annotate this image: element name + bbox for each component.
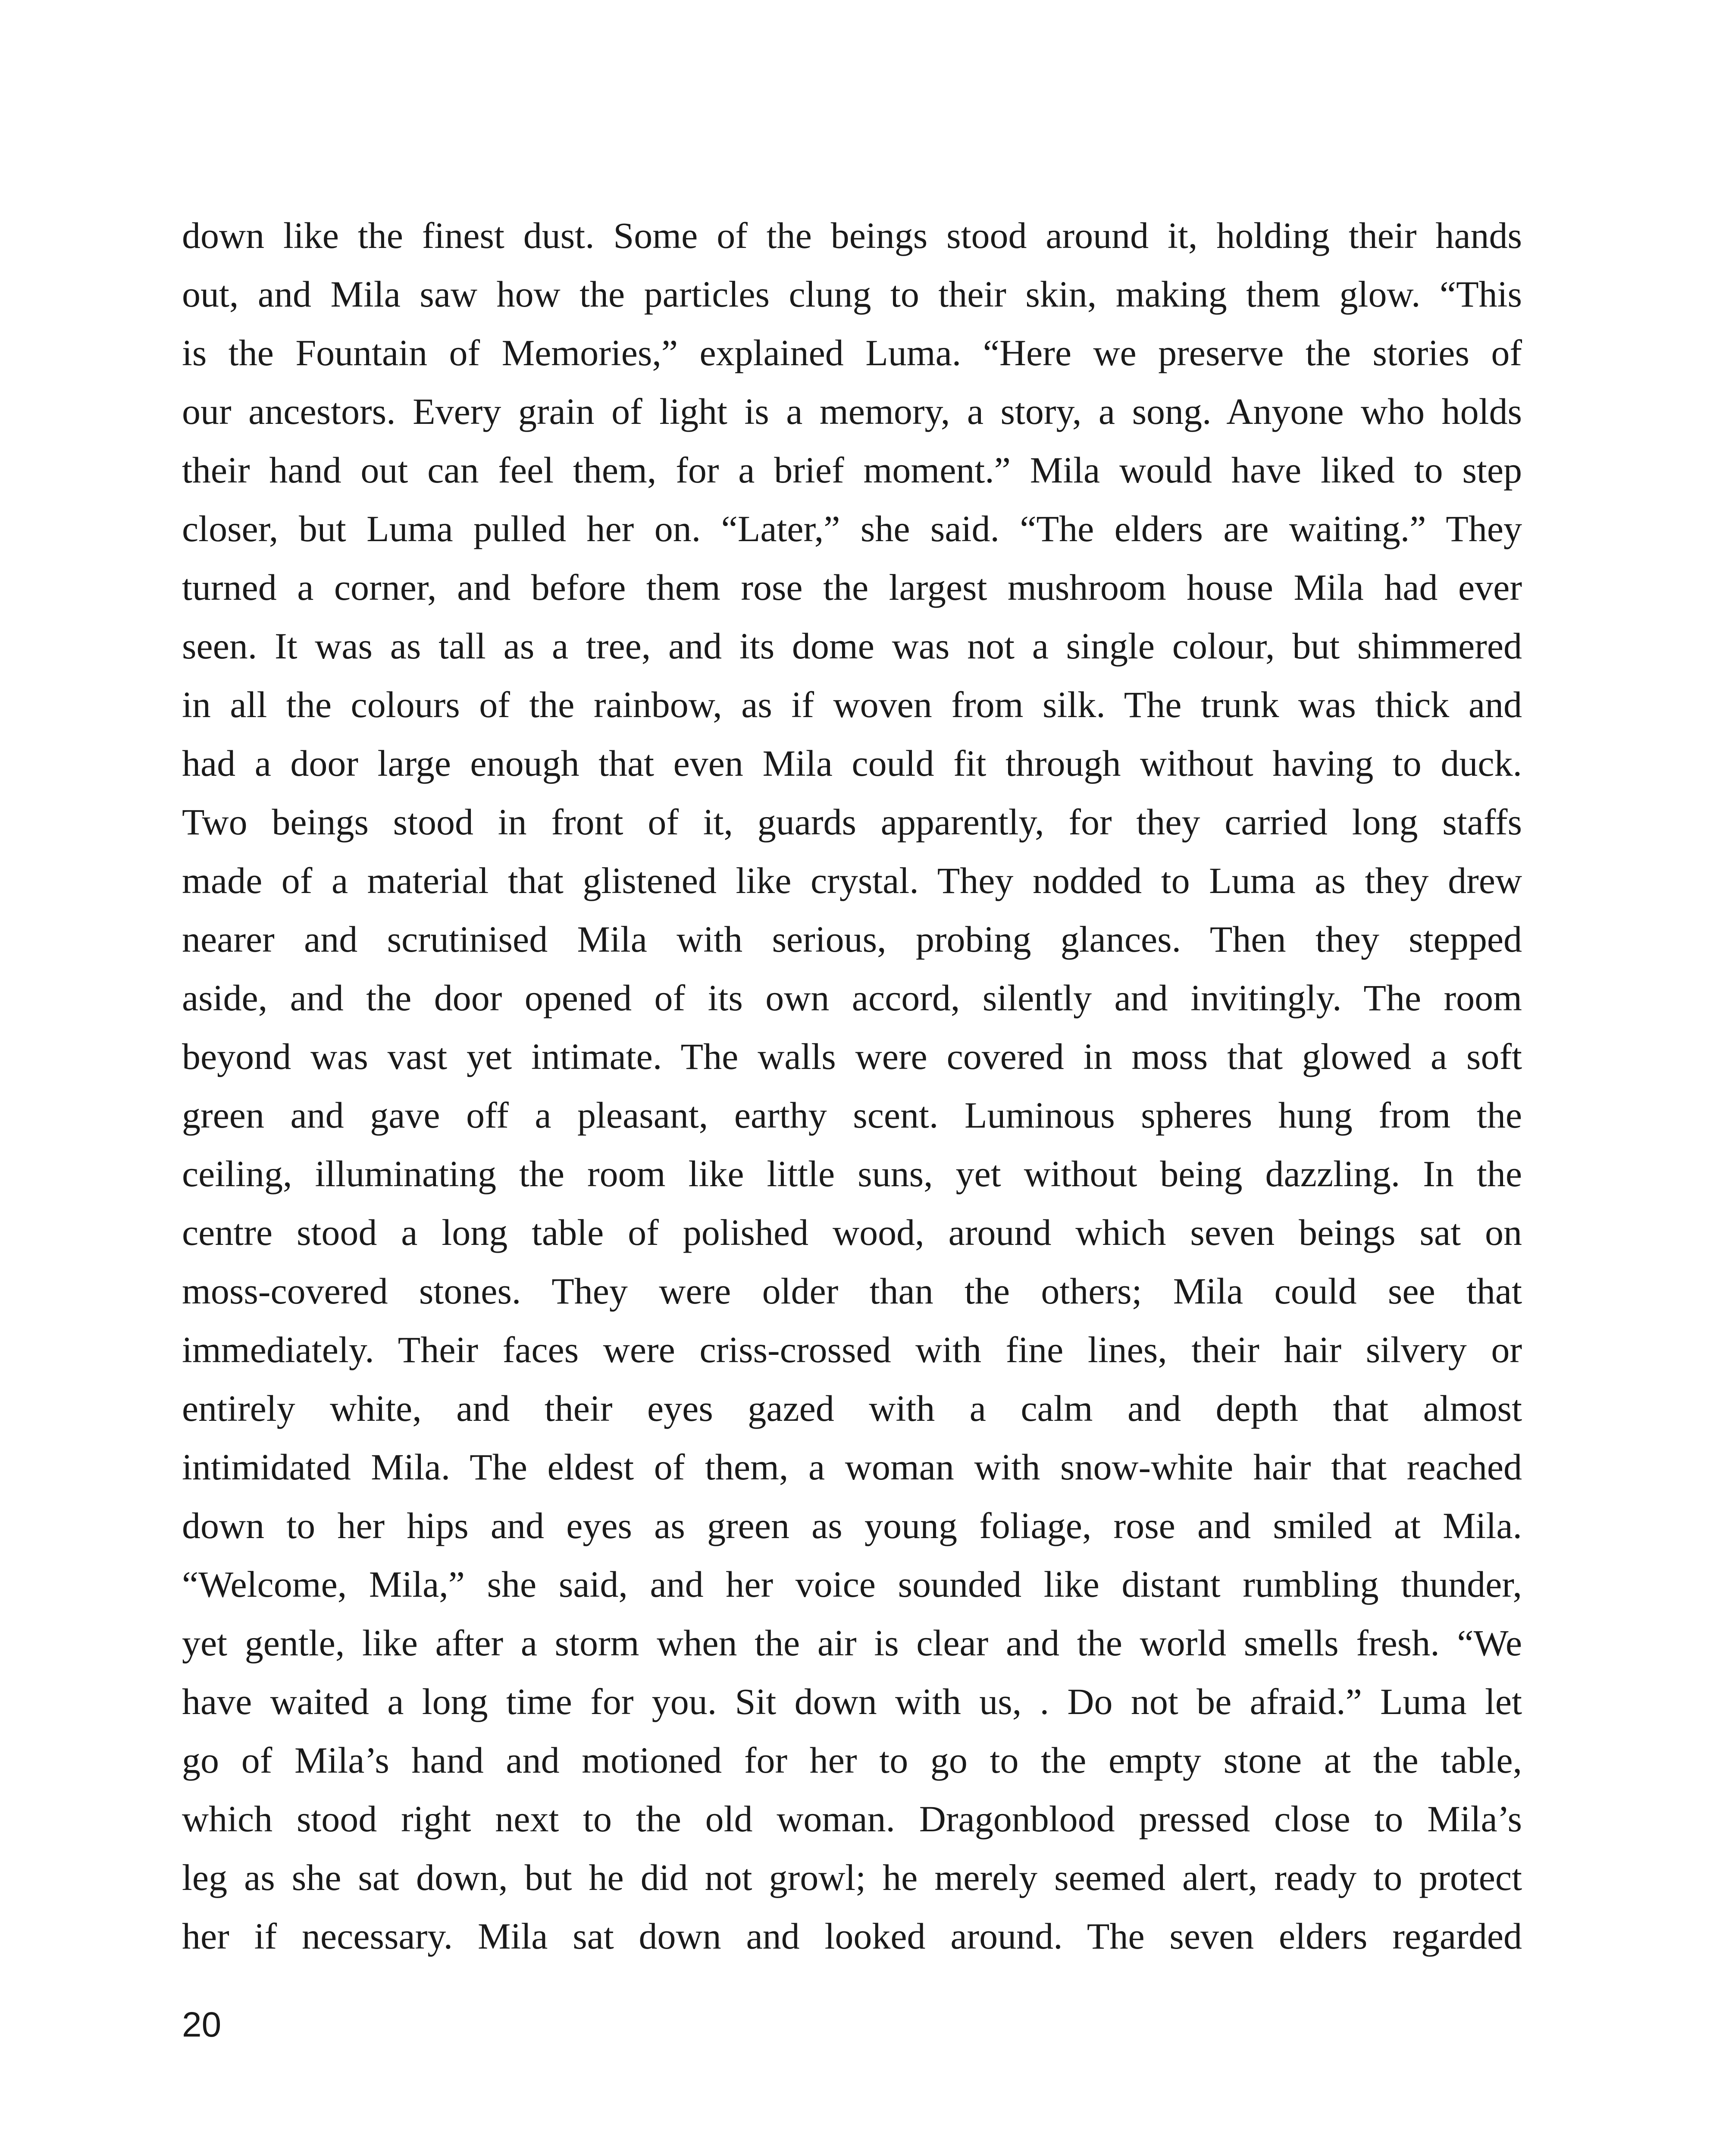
text-line: Two beings stood in front of it, guards apparently, for they carried long staffs — [182, 801, 1522, 843]
text-line: moss-covered stones. They were older than the others; Mila could see that — [182, 1270, 1522, 1312]
text-line: closer, but Luma pulled her on. “Later,” she said. “The elders are waiting.” They — [182, 508, 1522, 549]
text-line: “Welcome, Mila,” she said, and her voice sounded like distant rumbling thunder, — [182, 1564, 1522, 1605]
text-line: green and gave off a pleasant, earthy scent. Luminous spheres hung from the — [182, 1094, 1522, 1136]
text-line: their hand out can feel them, for a brief moment.” Mila would have liked to step — [182, 449, 1522, 491]
body-text — [182, 206, 1522, 1965]
text-line: her if necessary. Mila sat down and looked around. The seven elders regarded — [182, 1915, 1522, 1957]
text-line: nearer and scrutinised Mila with serious, probing glances. Then they stepped — [182, 918, 1522, 960]
text-line: down like the finest dust. Some of the beings stood around it, holding their hands — [182, 215, 1522, 256]
text-line: which stood right next to the old woman. Dragonblood pressed close to Mila’s — [182, 1798, 1522, 1839]
text-line: had a door large enough that even Mila could fit through without having to duck. — [182, 743, 1522, 784]
page-number: 20 — [182, 2005, 222, 2044]
text-line: ceiling, illuminating the room like little suns, yet without being dazzling. In the — [182, 1153, 1522, 1194]
text-line: out, and Mila saw how the particles clung to their skin, making them glow. “This — [182, 273, 1522, 315]
text-line: seen. It was as tall as a tree, and its dome was not a single colour, but shimmered — [182, 625, 1522, 667]
text-line: intimidated Mila. The eldest of them, a woman with snow-white hair that reached — [182, 1446, 1522, 1488]
text-line: yet gentle, like after a storm when the air is clear and the world smells fresh. “We — [182, 1622, 1522, 1664]
text-line: down to her hips and eyes as green as young foliage, rose and smiled at Mila. — [182, 1505, 1522, 1546]
text-line: turned a corner, and before them rose the largest mushroom house Mila had ever — [182, 567, 1522, 608]
text-line: have waited a long time for you. Sit down with us, . Do not be afraid.” Luma let — [182, 1681, 1522, 1722]
text-line: leg as she sat down, but he did not growl; he merely seemed alert, ready to protect — [182, 1857, 1522, 1898]
text-line: aside, and the door opened of its own accord, silently and invitingly. The room — [182, 977, 1522, 1018]
text-line: our ancestors. Every grain of light is a memory, a story, a song. Anyone who holds — [182, 391, 1522, 432]
text-line: centre stood a long table of polished wood, around which seven beings sat on — [182, 1212, 1522, 1253]
text-line: made of a material that glistened like crystal. They nodded to Luma as they drew — [182, 860, 1522, 901]
text-line: is the Fountain of Memories,” explained Luma. “Here we preserve the stories of — [182, 332, 1522, 373]
text-line: entirely white, and their eyes gazed with a calm and depth that almost — [182, 1388, 1522, 1429]
text-line: beyond was vast yet intimate. The walls were covered in moss that glowed a soft — [182, 1036, 1522, 1077]
text-line: go of Mila’s hand and motioned for her to go to the empty stone at the table, — [182, 1739, 1522, 1781]
text-line: immediately. Their faces were criss-crossed with fine lines, their hair silvery or — [182, 1329, 1522, 1370]
text-line: in all the colours of the rainbow, as if woven from silk. The trunk was thick and — [182, 684, 1522, 725]
